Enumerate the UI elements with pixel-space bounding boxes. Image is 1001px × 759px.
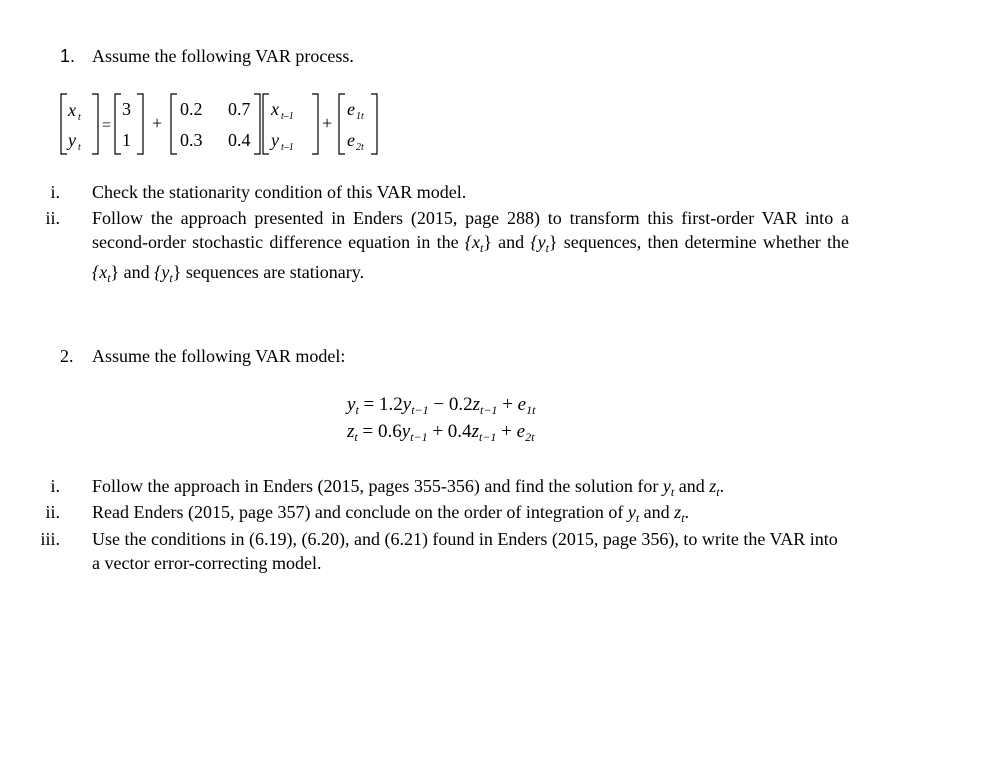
- q2-item-3-text: Use the conditions in (6.19), (6.20), and (6.21) found in Enders (2015, page 356), to write the VAR into a vector error-correcting model.: [92, 529, 838, 573]
- question-2-number: 2.: [60, 346, 74, 366]
- q1-item-2-text: Follow the approach presented in Enders (2015, page 288) to transform this first-order VAR into a second-order stochastic difference equation in the $\{x_t\}$ and $\{y_t\}$ sequences, then determine whether the $\{x_t\}$ and $\{y_t\}$ sequences are stationary.: [92, 208, 849, 285]
- set-x: $\{x_t\}$: [464, 232, 492, 255]
- q2-item-2-text: Read Enders (2015, page 357) and conclude on the order of integration of $y_t$ and $z_t$.: [92, 502, 690, 525]
- lhs-x: x: [68, 100, 76, 120]
- q1-item-1-numeral: i.: [50, 182, 60, 202]
- var-matrix-equation: [58, 90, 388, 160]
- lag-x: x: [271, 99, 279, 119]
- question-1-intro: Assume the following VAR process.: [92, 46, 354, 66]
- set-y-2: $\{y_t\}$: [154, 262, 182, 285]
- equation-y: $y_t = 1.2y_{t-1} - 0.2z_{t-1} + e_{1t}$: [347, 394, 536, 417]
- q2-item-1-text: Follow the approach in Enders (2015, pages 355-356) and find the solution for $y_t$ and $z_t$.: [92, 476, 725, 499]
- error-1: e: [347, 99, 355, 119]
- q2-item-1-numeral: i.: [50, 476, 60, 496]
- lag-y-sub: t–1: [281, 142, 294, 153]
- q2-item-2-numeral: ii.: [45, 502, 60, 522]
- set-y: $\{y_t\}$: [530, 232, 558, 255]
- q1-item-2-numeral: ii.: [45, 208, 60, 228]
- plus-sign-2: +: [322, 113, 333, 133]
- q2-item-3-numeral: iii.: [40, 529, 60, 549]
- error-2-sub: 2t: [356, 142, 364, 153]
- lhs-y-sub: t: [78, 142, 81, 153]
- equation-z: $z_t = 0.6y_{t-1} + 0.4z_{t-1} + e_{2t}$: [347, 421, 535, 444]
- const-2: 1: [122, 130, 131, 150]
- error-1-sub: 1t: [356, 111, 364, 122]
- equals-sign: =: [102, 117, 112, 134]
- question-1-number: 1.: [60, 46, 76, 66]
- question-2-intro: Assume the following VAR model:: [92, 346, 346, 366]
- coef-22: 0.4: [228, 130, 251, 150]
- lag-x-sub: t–1: [281, 111, 294, 122]
- coef-21: 0.3: [180, 130, 203, 150]
- set-x-2: $\{x_t\}$: [92, 262, 120, 285]
- lhs-y: y: [68, 130, 76, 150]
- coef-12: 0.7: [228, 99, 251, 119]
- lhs-x-sub: t: [78, 112, 81, 123]
- lag-y: y: [271, 130, 279, 150]
- q1-item-1-text: Check the stationarity condition of this VAR model.: [92, 182, 467, 202]
- coef-11: 0.2: [180, 99, 203, 119]
- const-1: 3: [122, 99, 131, 119]
- plus-sign-1: +: [152, 113, 163, 133]
- error-2: e: [347, 130, 355, 150]
